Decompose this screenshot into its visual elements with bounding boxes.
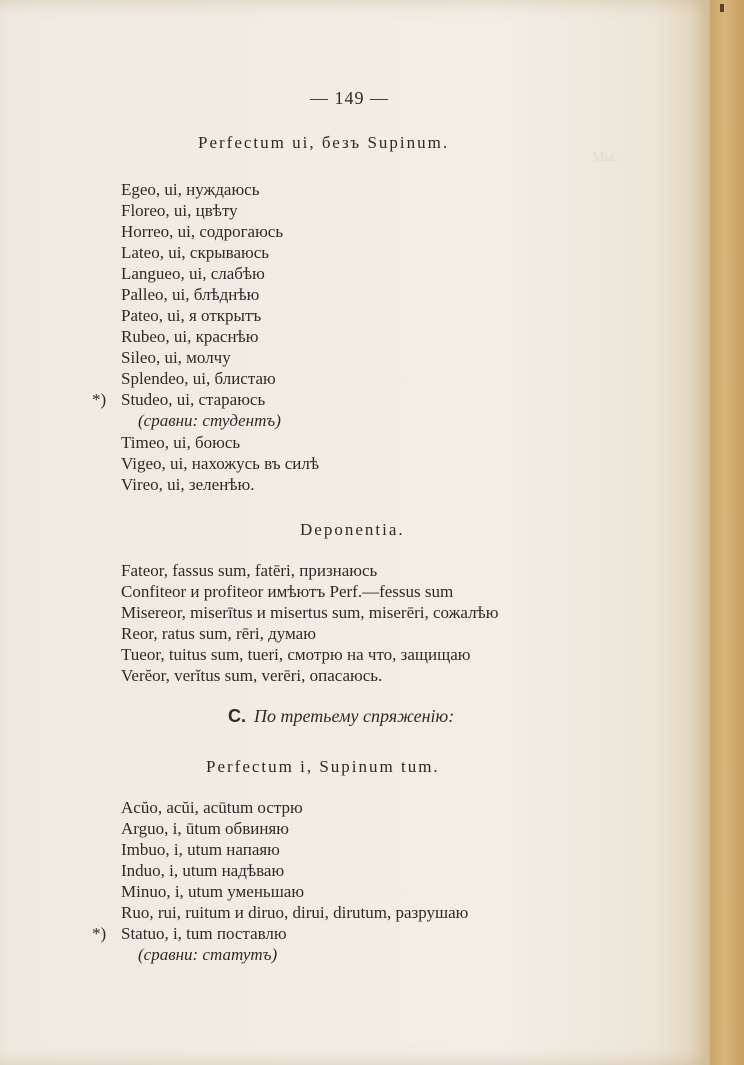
entry-splendeo: Splendeo, ui, блистаю	[121, 369, 276, 388]
entry-palleo: Palleo, ui, блѣднѣю	[121, 285, 260, 304]
entry-studeo: Studeo, ui, стараюсь	[121, 390, 266, 409]
compare-note-student: (сравни: студентъ)	[138, 411, 281, 430]
entry-rubeo: Rubeo, ui, краснѣю	[121, 327, 259, 346]
entry-langueo: Langueo, ui, слабѣю	[121, 264, 265, 283]
entry-acuo: Acŭo, acŭi, acūtum острю	[121, 798, 303, 817]
entry-vereor: Verĕor, verĭtus sum, verēri, опасаюсь.	[121, 666, 383, 685]
entry-confiteor: Confiteor и profiteor имѣютъ Perf.—fessus sum	[121, 582, 454, 601]
section-title-deponentia: Deponentia.	[300, 520, 405, 539]
entry-floreo: Floreo, ui, цвѣту	[121, 201, 238, 220]
entry-minuo: Minuo, i, utum уменьшаю	[121, 882, 305, 901]
entry-timeo: Timeo, ui, боюсь	[121, 433, 241, 452]
entry-lateo: Lateo, ui, скрываюсь	[121, 243, 269, 262]
section-title-perfectum-i: Perfectum i, Supinum tum.	[206, 757, 440, 776]
entry-pateo: Pateo, ui, я открытъ	[121, 306, 262, 325]
page-edge	[710, 0, 744, 1065]
entry-vireo: Vireo, ui, зеленѣю.	[121, 475, 255, 494]
section-c-title: По третьему спряженію:	[254, 706, 455, 726]
entry-induo: Induo, i, utum надѣваю	[121, 861, 285, 880]
entry-reor: Reor, ratus sum, rēri, думаю	[121, 624, 316, 643]
bleed-through-text: Мы.	[592, 150, 618, 165]
entry-ruo: Ruo, rui, ruitum и diruo, dirui, dirutum, разрушаю	[121, 903, 469, 922]
section-title-perfectum-ui: Perfectum ui, безъ Supinum.	[198, 133, 450, 152]
footnote-marker: *)	[92, 390, 107, 409]
entry-statuo: Statuo, i, tum поставлю	[121, 924, 287, 943]
compare-note-statute: (сравни: статутъ)	[138, 945, 278, 964]
entry-misereor: Misereor, miserītus и misertus sum, miserēri, сожалѣю	[121, 603, 499, 622]
entry-sileo: Sileo, ui, молчу	[121, 348, 231, 367]
entry-fateor: Fateor, fassus sum, fatēri, признаюсь	[121, 561, 378, 580]
margin-mark	[720, 4, 724, 12]
section-c-heading	[228, 706, 454, 727]
entry-horreo: Horreo, ui, содрогаюсь	[121, 222, 284, 241]
section-c-letter: C.	[228, 706, 246, 726]
entry-imbuo: Imbuo, i, utum напаяю	[121, 840, 280, 859]
entry-vigeo: Vigeo, ui, нахожусь въ силѣ	[121, 454, 320, 473]
page-number: — 149 —	[310, 88, 389, 108]
entry-egeo: Egeo, ui, нуждаюсь	[121, 180, 260, 199]
footnote-marker-statuo: *)	[92, 924, 107, 943]
entry-tueor: Tueor, tuitus sum, tueri, смотрю на что, защищаю	[121, 645, 471, 664]
entry-arguo: Arguo, i, ūtum обвиняю	[121, 819, 289, 838]
